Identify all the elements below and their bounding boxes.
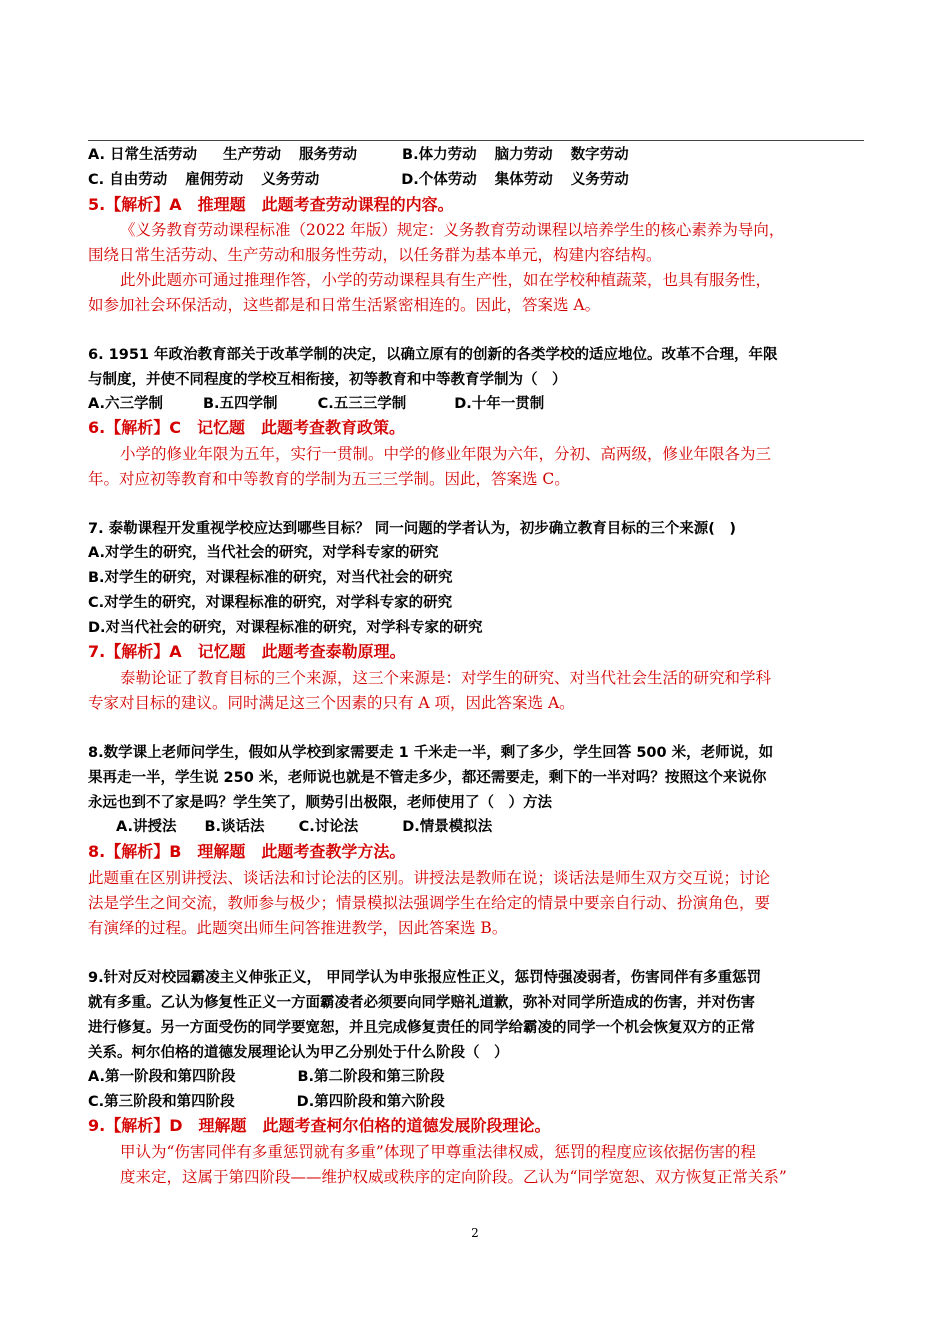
q4-option-c-2: 雇佣劳动 [185,172,244,188]
answer-8-line-3: 有演绎的过程。此题突出师生问答推进教学，因此答案选 B。 [88,919,508,937]
answer-8-line-2: 法是学生之间交流，教师参与极少；情景模拟法强调学生在给定的情景中要亲自行动、扮演角色，要 [88,894,771,912]
question-8-line-3: 永远也到不了家是吗？学生笑了，顺势引出极限，老师使用了（ ）方法 [88,795,552,811]
q4-option-a-2: 生产劳动 [223,147,282,163]
q4-option-d-2: 集体劳动 [494,172,553,188]
q7-option-c: C.对学生的研究，对课程标准的研究，对学科专家的研究 [88,595,453,611]
answer-5-line-3: 此外此题亦可通过推理作答，小学的劳动课程具有生产性，如在学校种植蔬菜，也具有服务性， [120,271,772,289]
answer-5-line-1: 《义务教育劳动课程标准（2022 年版）规定：义务教育劳动课程以培养学生的核心素养为导向， [120,221,785,239]
page-number: 2 [471,1226,479,1240]
q6-option-d: D.十年一贯制 [454,396,545,412]
q7-option-a: A.对学生的研究，当代社会的研究，对学科专家的研究 [88,545,439,561]
answer-8-line-1: 此题重在区别讲授法、谈话法和讨论法的区别。讲授法是教师在说；谈话法是师生双方交互说；讨论 [88,869,771,887]
question-9-options-row-1 [88,1067,445,1087]
answer-5-line-2: 围绕日常生活劳动、生产劳动和服务性劳动，以任务群为基本单元，构建内容结构。 [88,246,662,264]
q4-option-c-3: 义务劳动 [261,172,320,188]
q6-option-b: B.五四学制 [203,396,278,412]
answer-5-heading: 5.【解析】A 推理题 此题考查劳动课程的内容。 [88,195,454,214]
question-8-options [116,817,492,837]
q7-option-b: B.对学生的研究，对课程标准的研究，对当代社会的研究 [88,570,453,586]
answer-9-line-2: 度来定，这属于第四阶段——维护权威或秩序的定向阶段。乙认为“同学宽恕、双方恢复正常关系” [120,1168,787,1186]
question-9-line-1: 9.针对反对校园霸凌主义伸张正义， 甲同学认为申张报应性正义，惩罚恃强凌弱者，伤害同伴有多重惩罚 [88,970,762,986]
answer-7-line-1: 泰勒论证了教育目标的三个来源，这三个来源是：对学生的研究、对当代社会生活的研究和学科 [120,669,772,687]
answer-8-heading: 8.【解析】B 理解题 此题考查教学方法。 [88,842,406,861]
question-9-line-4: 关系。柯尔伯格的道德发展理论认为甲乙分别处于什么阶段（ ） [88,1045,509,1061]
answer-9-line-1: 甲认为“伤害同伴有多重惩罚就有多重”体现了甲尊重法律权威，惩罚的程度应该依据伤害的程 [120,1143,756,1161]
q4-option-d: D.个体劳动 [401,172,477,188]
header-rule [88,140,864,141]
answer-7-heading: 7.【解析】A 记忆题 此题考查泰勒原理。 [88,642,406,661]
question-8-line-1: 8.数学课上老师问学生，假如从学校到家需要走 1 千米走一半，剩了多少，学生回答 500 米，老师说，如 [88,745,774,761]
q4-option-b-3: 数字劳动 [570,147,629,163]
q4-option-d-3: 义务劳动 [570,172,629,188]
question-6-line-2: 与制度，并使不同程度的学校互相衔接，初等教育和中等教育学制为（ ） [88,372,567,388]
q4-option-a: A. 日常生活劳动 [88,147,198,163]
answer-6-line-1: 小学的修业年限为五年，实行一贯制。中学的修业年限为六年，分初、高两级，修业年限各为三 [120,445,772,463]
q8-option-d: D.情景模拟法 [402,819,493,835]
q4-option-a-3: 服务劳动 [299,147,358,163]
answer-5-line-4: 如参加社会环保活动，这些都是和日常生活紧密相连的。因此，答案选 A。 [88,296,601,314]
question-7-line-1: 7. 泰勒课程开发重视学校应达到哪些目标？ 同一问题的学者认为，初步确立教育目标的三个来源( ) [88,521,736,537]
question-6-options [88,394,544,414]
q9-option-b: B.第二阶段和第三阶段 [297,1069,445,1085]
answer-6-line-2: 年。对应初等教育和中等教育的学制为五三三学制。因此，答案选 C。 [88,470,570,488]
q6-option-a: A.六三学制 [88,396,163,412]
q9-option-c: C.第三阶段和第四阶段 [88,1094,235,1110]
question-6-line-1: 6. 1951 年政治教育部关于改革学制的决定，以确立原有的创新的各类学校的适应地位。改革不合理，年限 [88,347,778,363]
q9-option-d: D.第四阶段和第六阶段 [296,1094,445,1110]
question-9-line-2: 就有多重。乙认为修复性正义一方面霸凌者必须要向同学赔礼道歉，弥补对同学所造成的伤害，并对伤害 [88,995,755,1011]
question-9-options-row-2 [88,1092,445,1112]
q9-option-a: A.第一阶段和第四阶段 [88,1069,236,1085]
answer-7-line-2: 专家对目标的建议。同时满足这三个因素的只有 A 项，因此答案选 A。 [88,694,575,712]
q4-option-c: C. 自由劳动 [88,172,168,188]
q4-option-row-1 [88,145,629,165]
q8-option-c: C.讨论法 [298,819,359,835]
question-8-line-2: 果再走一半，学生说 250 米，老师说也就是不管走多少，都还需要走，剩下的一半对吗？按照这个来说你 [88,770,767,786]
question-9-line-3: 进行修复。另一方面受伤的同学要宽恕，并且完成修复责任的同学给霸凌的同学一个机会恢复双方的正常 [88,1020,755,1036]
answer-9-heading: 9.【解析】D 理解题 此题考查柯尔伯格的道德发展阶段理论。 [88,1116,551,1135]
q4-option-b: B.体力劳动 [402,147,477,163]
q8-option-b: B.谈话法 [204,819,265,835]
q4-option-b-2: 脑力劳动 [494,147,553,163]
q8-option-a: A.讲授法 [116,819,177,835]
answer-6-heading: 6.【解析】C 记忆题 此题考查教育政策。 [88,418,405,437]
q6-option-c: C.五三三学制 [317,396,407,412]
q4-option-row-2 [88,170,629,190]
q7-option-d: D.对当代社会的研究，对课程标准的研究，对学科专家的研究 [88,620,483,636]
